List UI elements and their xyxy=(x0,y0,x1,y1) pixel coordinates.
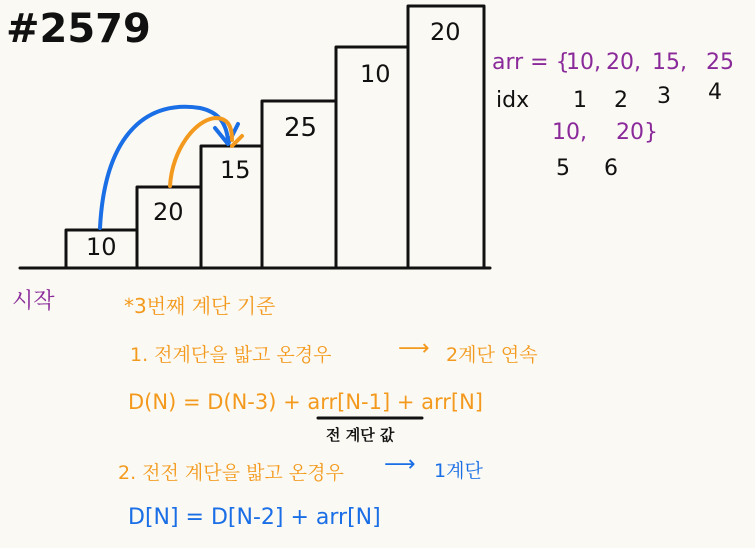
case1-note: 전 계단 값 xyxy=(326,426,395,444)
step-label-1: 10 xyxy=(86,233,117,261)
array-value-3: 15, xyxy=(652,50,687,75)
idx-5: 5 xyxy=(556,156,570,181)
step-label-3: 15 xyxy=(220,156,251,184)
case2-result: 1계단 xyxy=(434,460,483,482)
idx-6: 6 xyxy=(604,156,618,181)
step-label-6: 20 xyxy=(430,18,461,46)
criteria-heading: *3번째 계단 기준 xyxy=(124,294,276,318)
case1-text: 1. 전계단을 밟고 온경우 xyxy=(130,344,332,366)
idx-3: 3 xyxy=(657,84,671,109)
case2-formula: D[N] = D[N-2] + arr[N] xyxy=(128,505,381,530)
case1-formula: D(N) = D(N-3) + arr[N-1] + arr[N] xyxy=(128,390,483,414)
array-value-2: 20, xyxy=(606,50,641,75)
start-label: 시작 xyxy=(12,289,55,314)
case2-arrow: ⟶ xyxy=(384,452,416,477)
step-label-2: 20 xyxy=(153,198,184,226)
array-prefix: arr = { xyxy=(492,50,570,75)
page-title: #2579 xyxy=(6,6,151,52)
array-value-1: 10, xyxy=(566,50,601,75)
array-value-4: 25 xyxy=(706,50,734,75)
idx-2: 2 xyxy=(614,88,628,113)
step-label-4: 25 xyxy=(284,113,318,143)
array-value-6: 20} xyxy=(616,120,658,145)
idx-4: 4 xyxy=(708,80,722,105)
case1-result: 2계단 연속 xyxy=(446,344,538,366)
idx-label: idx xyxy=(496,88,530,113)
step-label-5: 10 xyxy=(360,60,391,88)
case2-text: 2. 전전 계단을 밟고 온경우 xyxy=(118,462,344,484)
idx-1: 1 xyxy=(573,88,587,113)
array-value-5: 10, xyxy=(552,120,587,145)
case1-arrow: ⟶ xyxy=(398,336,430,361)
